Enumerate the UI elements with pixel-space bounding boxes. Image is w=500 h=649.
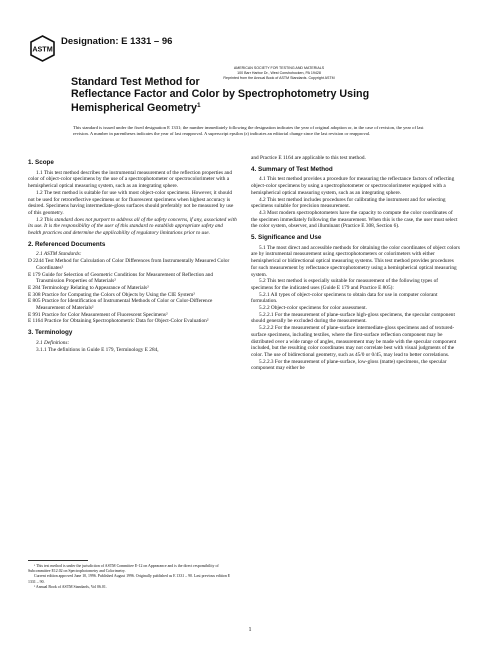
footnote-divider [28,560,88,561]
paragraph-safety: 1.3 This standard does not purport to address all of the safety concerns, if any, associated with its use. It is the responsibility of the user of this standard to establish appropriate safety and health practices and determine the applicability of regulatory limitations prior to use. [28,216,237,237]
reference-item: E 284 Terminology Relating to Appearance of Materials² [28,284,149,291]
svg-text:ASTM: ASTM [32,44,53,54]
title-line: Standard Test Method for [71,76,200,88]
reference-item: E 179 Guide for Selection of Geometric Conditions for Measurement of Reflection and Transmission Properties of Materials² [28,271,214,285]
title-line: Reflectance Factor and Color by Spectrophotometry Using [71,87,370,100]
publisher-line: 100 Barr Harbor Dr., West Conshohocken, PA 19428 [237,71,321,75]
reference-item: E 991 Practice for Color Measurement of Fluorescent Specimens² [28,311,168,318]
paragraph: 5.2.2.1 For the measurement of plane-surface high-gloss specimens, the specular component should generally be excluded during the measurement. [251,311,455,325]
section-heading-significance: 5. Significance and Use [251,234,322,242]
astm-logo [30,35,55,62]
publisher-line: Reprinted from the Annual Book of ASTM Standards. Copyright ASTM [223,76,335,80]
footnotes [28,560,237,590]
footnote: Current edition approved June 10, 1996. Published August 1996. Originally published as E 1331 – 90. Last previous edition E 1331 – 90. [28,574,231,584]
paragraph: 5.2.2.2 For the measurement of plane-surface intermediate-gloss specimens and of textured-surface specimens, including textiles, where the first-surface reflection component may be distributed over a wide range of angles, measurement may be made with the specular component included, but the resulting color coordinates may not correlate best with visual judgments of the color. The use of bidirectional geometry, such as 45/0 or 0/45, may lead to better correlations. [251,325,457,358]
designation: Designation: E 1331 – 96 [61,36,173,47]
section-heading-referenced-documents: 2. Referenced Documents [28,240,106,248]
page-number: 1 [248,627,252,633]
paragraph: 1.1 This test method describes the instrumental measurement of the reflection properties and color of object-color specimens by the use of a spectrophotometer or spectrocolorimeter with a hemispherical optical measuring system, such as an integrating sphere. [28,169,232,190]
paragraph: 5.2.1 All types of object-color specimens to obtain data for use in computer colorant formulation. [251,291,438,305]
paragraph: 5.2.2 Object-color specimens for color assessment. [259,305,367,312]
paragraph: 4.1 This test method provides a procedure for measuring the reflectance factors of reflecting object-color specimens by using a spectrophotometer or spectrocolorimeter equipped with a hemispherical optical measuring system, such as an integrating sphere. [251,176,455,196]
paragraph: 4.2 This test method includes procedures for calibrating the instrument and for selecting specimens suitable for precision measurement. [251,196,446,210]
reference-item: E 1164 Practice for Obtaining Spectrophotometric Data for Object-Color Evaluation² [28,318,209,325]
left-column [28,155,237,353]
section-heading-scope: 1. Scope [28,159,54,166]
paragraph: 3.1.1 The definitions in Guide E 179, Terminology E 284, [36,346,159,353]
section-heading-summary: 4. Summary of Test Method [251,165,333,173]
right-column [251,155,460,372]
title-line: Hemispherical Geometry$^1$ [71,102,201,114]
paragraph: 5.2.2.3 For the measurement of plane-surface, low-gloss (matte) specimens, the specular component may either be [251,358,447,372]
title-footnote-mark: 1 [196,102,201,109]
document-title [71,77,431,115]
paragraph: 3.1 Definitions: [36,339,70,346]
issue-note: This standard is issued under the fixed designation E 1331; the number immediately following the designation indicates the year of original adoption or, in the case of revision, the year of last revision. A number in parentheses indicates the year of last reapproval. A superscript epsilon (ε) indicates an editorial change since the last revision or reapproval. [73,125,424,137]
footnote: ¹ This test method is under the jurisdiction of ASTM Committee E-12 on Appearance and is the direct responsibility of Subcommittee E12.02 on Spectrophotometry and Colorimetry. [28,564,219,574]
paragraph: 1.2 The test method is suitable for use with most object-color specimens. However, it should not be used for retroreflective specimens or for fluorescent specimens when highest accuracy is desired. Specimens having intermediate-gloss surfaces should preferably not be measured by use of this geometry. [28,189,234,216]
reference-item: E 308 Practice for Computing the Colors of Objects by Using the CIE System² [28,291,195,298]
paragraph: 5.1 The most direct and accessible methods for obtaining the color coordinates of object colors are by instrumental measurement using spectrophotometers or colorimeters with either hemispherical or bidirectional optical measuring systems. This test method provides procedures for such measurement by reflectance spectrophotometry using a hemispherical optical measuring system. [251,244,460,278]
reference-item: E 805 Practice for Identification of Instrumental Methods of Color or Color-Difference Measurement of Materials² [28,298,213,312]
publisher-line: AMERICAN SOCIETY FOR TESTING AND MATERIALS [233,66,325,70]
paragraph: and Practice E 1164 are applicable to this test method. [251,155,366,161]
paragraph: 2.1 ASTM Standards: [36,251,82,258]
section-heading-terminology: 3. Terminology [28,329,73,337]
paragraph: 4.3 Most modern spectrophotometers have the capacity to compute the color coordinates of the specimen immediately following the measurement. When this is the case, the user must select the color system, observer, and illuminant (Practice E 308, Section 6). [251,209,458,230]
reference-item: D 2244 Test Method for Calculation of Color Differences from Instrumentally Measured Color Coordinates² [28,258,230,271]
footnote: ² Annual Book of ASTM Standards, Vol 06.01. [34,584,107,589]
paragraph: 5.2 This test method is especially suitable for measurement of the following types of specimens for the indicated uses (Guide E 179 and Practice E 805): [251,278,439,291]
